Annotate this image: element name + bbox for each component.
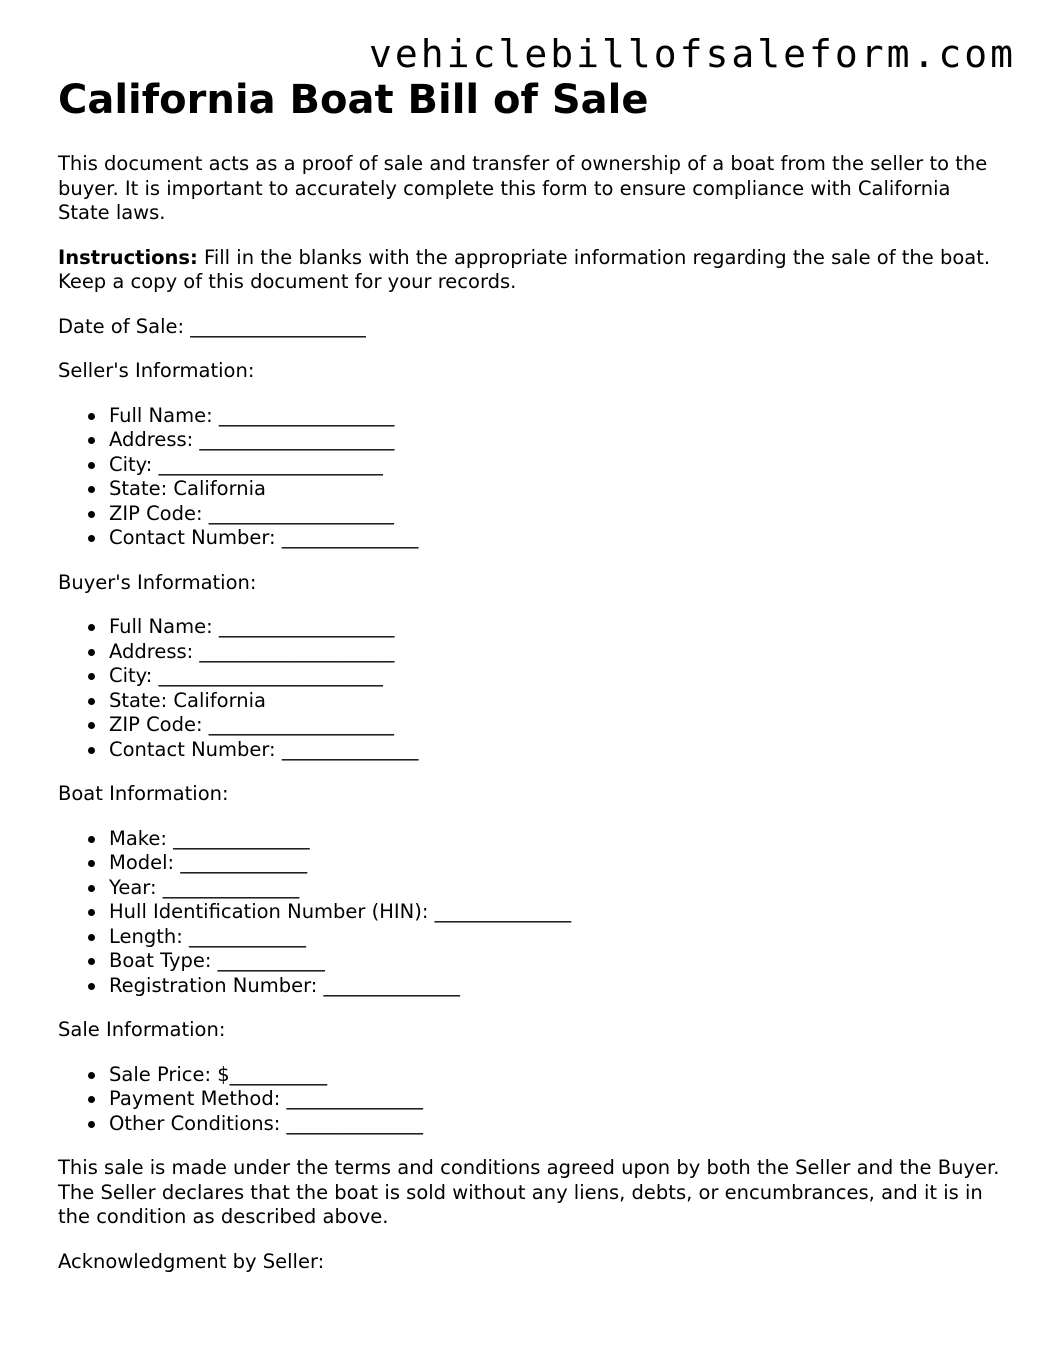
document-body xyxy=(58,76,1008,1274)
boat-type: Boat Type: ___________ xyxy=(109,949,1008,974)
instructions-label: Instructions: xyxy=(58,245,198,269)
buyer-zip: ZIP Code: ___________________ xyxy=(109,713,1008,738)
buyer-state: State: California xyxy=(109,689,1008,714)
seller-state: State: California xyxy=(109,477,1008,502)
seller-full-name: Full Name: __________________ xyxy=(109,404,1008,429)
terms-paragraph: This sale is made under the terms and conditions agreed upon by both the Seller and the Buyer. The Seller declares that the boat is sold without any liens, debts, or encumbrances, and it is in the condition as described above. xyxy=(58,1156,1000,1228)
boat-length: Length: ____________ xyxy=(109,925,1008,950)
seller-heading: Seller's Information: xyxy=(58,359,255,382)
boat-registration: Registration Number: ______________ xyxy=(109,974,1008,999)
boat-heading: Boat Information: xyxy=(58,782,229,805)
instructions-text: Fill in the blanks with the appropriate information regarding the sale of the boat. Keep a copy of this document for your records. xyxy=(58,245,991,293)
sale-payment-method: Payment Method: ______________ xyxy=(109,1087,1008,1112)
sale-list xyxy=(58,1063,1008,1137)
boat-hin: Hull Identification Number (HIN): ______________ xyxy=(109,900,1008,925)
date-of-sale-field: Date of Sale: __________________ xyxy=(58,314,366,338)
instructions-paragraph xyxy=(58,246,1008,295)
buyer-address: Address: ____________________ xyxy=(109,640,1008,665)
boat-make: Make: ______________ xyxy=(109,827,1008,852)
seller-city: City: _______________________ xyxy=(109,453,1008,478)
seller-list xyxy=(58,404,1008,551)
boat-list xyxy=(58,827,1008,999)
seller-address: Address: ____________________ xyxy=(109,428,1008,453)
buyer-city: City: _______________________ xyxy=(109,664,1008,689)
sale-heading: Sale Information: xyxy=(58,1018,226,1041)
site-watermark: vehiclebillofsaleform.com xyxy=(369,32,1016,76)
page-title: California Boat Bill of Sale xyxy=(58,77,649,123)
boat-year: Year: ______________ xyxy=(109,876,1008,901)
buyer-contact: Contact Number: ______________ xyxy=(109,738,1008,763)
seller-zip: ZIP Code: ___________________ xyxy=(109,502,1008,527)
buyer-heading: Buyer's Information: xyxy=(58,570,257,594)
buyer-full-name: Full Name: __________________ xyxy=(109,615,1008,640)
seller-acknowledgment-heading: Acknowledgment by Seller: xyxy=(58,1249,325,1273)
intro-paragraph: This document acts as a proof of sale and transfer of ownership of a boat from the seller to the buyer. It is important to accurately complete this form to ensure compliance with California State laws. xyxy=(58,152,988,224)
boat-model: Model: _____________ xyxy=(109,851,1008,876)
sale-other-conditions: Other Conditions: ______________ xyxy=(109,1112,1008,1137)
buyer-list xyxy=(58,615,1008,762)
sale-price: Sale Price: $__________ xyxy=(109,1063,1008,1088)
seller-contact: Contact Number: ______________ xyxy=(109,526,1008,551)
